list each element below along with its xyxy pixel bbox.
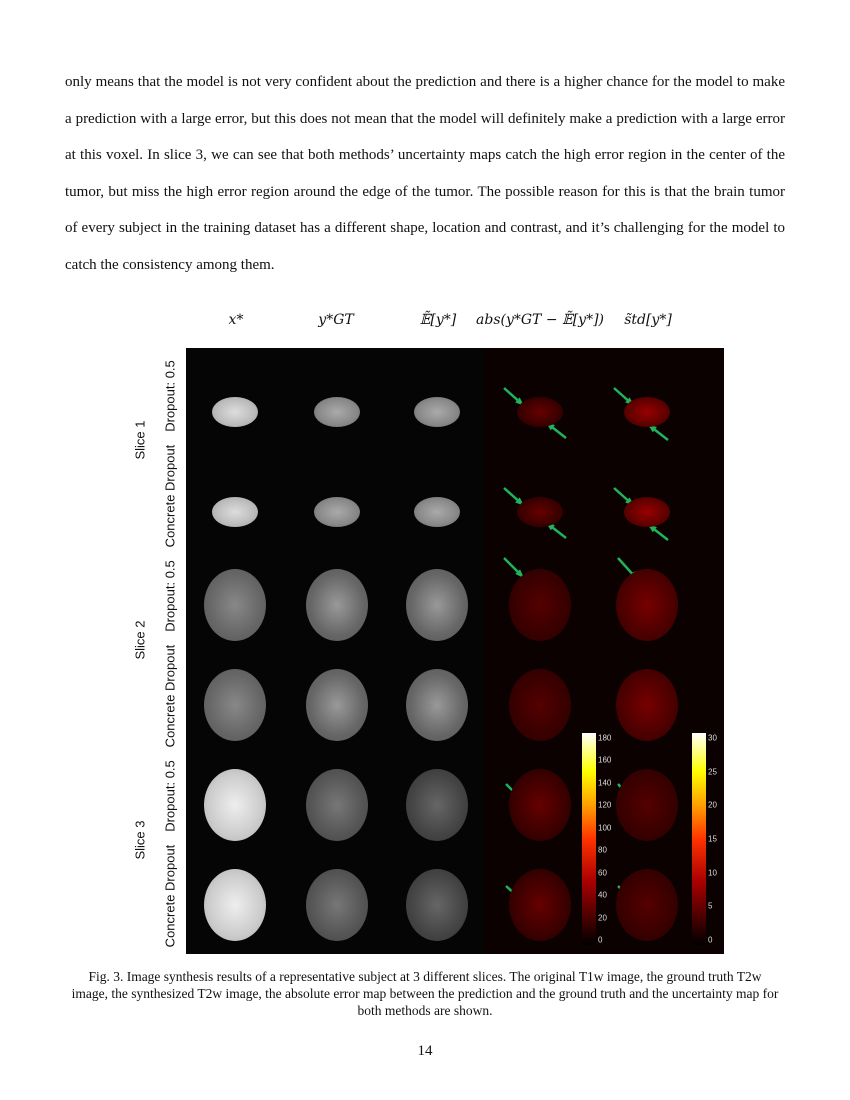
figure-caption: Fig. 3. Image synthesis results of a representative subject at 3 different slices. The original T1w image, the ground truth T2w image, the synthesized T2w image, the absolute error map between the prediction and the ground truth and the uncertainty map for both methods are shown. [71,969,779,1018]
brain-image [616,769,678,841]
brain-image [406,569,468,641]
header-expected: 𝔼̃[y*] [419,312,457,328]
brain-image [306,669,368,741]
colorbar-tick: 5 [708,901,713,911]
slice-label-1: Slice 1 [132,420,148,460]
brain-image [406,769,468,841]
colorbar-tick: 140 [598,778,612,788]
colorbar-tick: 180 [598,733,612,743]
brain-image [624,397,670,427]
slice-label-3: Slice 3 [132,820,148,860]
brain-image [204,569,266,641]
colorbar-tick: 100 [598,823,612,833]
colorbar-tick: 40 [598,890,607,900]
colorbar-tick: 80 [598,845,607,855]
brain-image [314,497,360,527]
colorbar-tick: 15 [708,834,717,844]
colorbar-tick: 120 [598,800,612,810]
brain-image [517,397,563,427]
paragraph-text: only means that the model is not very confident about the prediction and there is a higher chance for the model to make a prediction with a large error, but this does not mean that the model will definitely make a prediction with a large error at this voxel. In slice 3, we can see that both methods’ uncertainty maps catch the high error region in the center of the tumor, but miss the high error region around the edge of the tumor. The possible reason for this is that the brain tumor of every subject in the training dataset has a different shape, location and contrast, and it’s challenging for the model to catch the consistency among them. [65,74,785,273]
brain-image [616,869,678,941]
row-label: Dropout: 0.5 [162,360,178,432]
column-headers [186,312,726,340]
colorbar-tick: 30 [708,733,717,743]
arrows-layer [186,348,724,954]
header-ground-truth: y*GT [318,312,354,328]
brain-image [509,869,571,941]
colorbar-tick: 20 [598,913,607,923]
header-abs-error: abs(y*GT − 𝔼̃[y*]) [476,312,604,328]
header-std: s̃td[y*] [624,312,672,328]
brain-image [509,569,571,641]
brain-image [509,669,571,741]
brain-image [212,397,258,427]
colorbar-tick: 0 [598,935,603,945]
row-label: Concrete Dropout [162,644,178,748]
brain-image [509,769,571,841]
slice-label-2: Slice 2 [132,620,148,660]
row-label: Dropout: 0.5 [162,760,178,832]
brain-image [517,497,563,527]
colorbar-tick: 0 [708,935,713,945]
brain-image [314,397,360,427]
colorbar-tick: 60 [598,868,607,878]
figure-image-grid [186,348,724,954]
brain-image [212,497,258,527]
row-label: Dropout: 0.5 [162,560,178,632]
colorbar-tick: 10 [708,868,717,878]
brain-image [306,869,368,941]
header-input: x* [228,312,244,328]
brain-image [204,769,266,841]
brain-image [204,669,266,741]
page-number: 14 [417,1043,433,1059]
brain-image [616,569,678,641]
brain-image [306,769,368,841]
colorbar-tick: 20 [708,800,717,810]
brain-image [204,869,266,941]
body-paragraph [65,64,785,284]
brain-image [414,497,460,527]
brain-image [406,669,468,741]
colorbar-tick: 25 [708,767,717,777]
brain-image [624,497,670,527]
row-label: Concrete Dropout [162,844,178,948]
brain-image [406,869,468,941]
row-label: Concrete Dropout [162,444,178,548]
brain-image [616,669,678,741]
colorbar-tick: 160 [598,755,612,765]
brain-image [306,569,368,641]
brain-image [414,397,460,427]
